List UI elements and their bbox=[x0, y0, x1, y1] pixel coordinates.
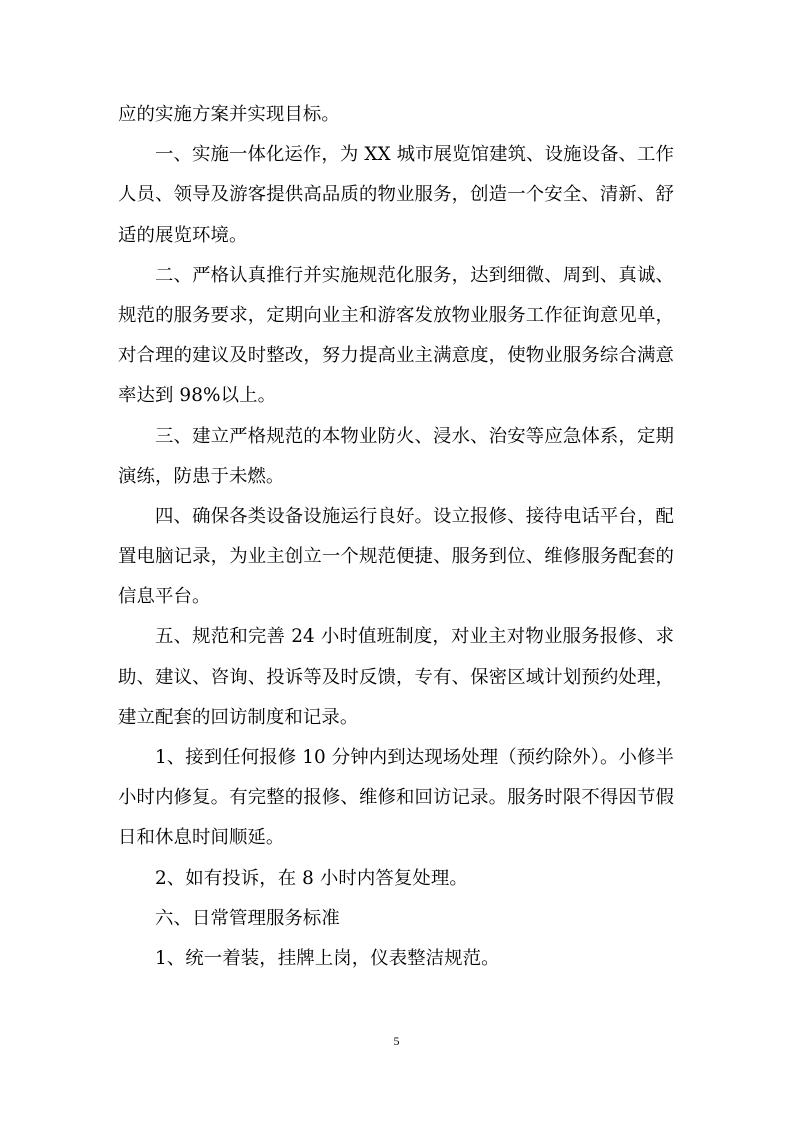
text-line: 信息平台。 bbox=[118, 586, 211, 608]
text-line: 日和休息时间顺延。 bbox=[118, 827, 285, 849]
text-line: 1、接到任何报修 10 分钟内到达现场处理（预约除外）。小修半 bbox=[155, 747, 674, 768]
text-line: 规范的服务要求，定期向业主和游客发放物业服务工作征询意见单， bbox=[118, 304, 674, 326]
text-line: 2、如有投诉，在 8 小时内答复处理。 bbox=[155, 867, 468, 889]
text-line: 率达到 98%以上。 bbox=[118, 385, 277, 407]
section-heading: 六、日常管理服务标准 bbox=[155, 907, 340, 929]
text-line: 四、确保各类设备设施运行良好。设立报修、接待电话平台，配 bbox=[155, 505, 674, 527]
text-line: 置电脑记录，为业主创立一个规范便捷、服务到位、维修服务配套的 bbox=[118, 546, 674, 568]
text-line: 适的展览环境。 bbox=[118, 224, 248, 246]
text-line: 三、建立严格规范的本物业防火、浸水、治安等应急体系，定期 bbox=[155, 425, 674, 447]
text-line: 1、统一着装，挂牌上岗，仪表整洁规范。 bbox=[155, 947, 500, 969]
text-line: 应的实施方案并实现目标。 bbox=[118, 104, 340, 125]
text-line: 人员、领导及游客提供高品质的物业服务，创造一个安全、清新、舒 bbox=[118, 184, 674, 206]
text-line: 对合理的建议及时整改，努力提高业主满意度，使物业服务综合满意 bbox=[118, 345, 674, 367]
text-line: 一、实施一体化运作，为 XX 城市展览馆建筑、设施设备、工作 bbox=[155, 144, 675, 166]
document-page-body bbox=[118, 99, 674, 983]
text-line: 建立配套的回访制度和记录。 bbox=[118, 706, 359, 728]
text-line: 演练，防患于未燃。 bbox=[118, 465, 285, 487]
page-number: 5 bbox=[393, 1034, 400, 1048]
text-line: 助、建议、咨询、投诉等及时反馈，专有、保密区域计划预约处理， bbox=[118, 666, 674, 688]
text-line: 二、严格认真推行并实施规范化服务，达到细微、周到、真诚、 bbox=[155, 264, 674, 286]
text-line: 小时内修复。有完整的报修、维修和回访记录。服务时限不得因节假 bbox=[118, 787, 674, 809]
text-line: 五、规范和完善 24 小时值班制度，对业主对物业服务报修、求 bbox=[155, 626, 674, 648]
